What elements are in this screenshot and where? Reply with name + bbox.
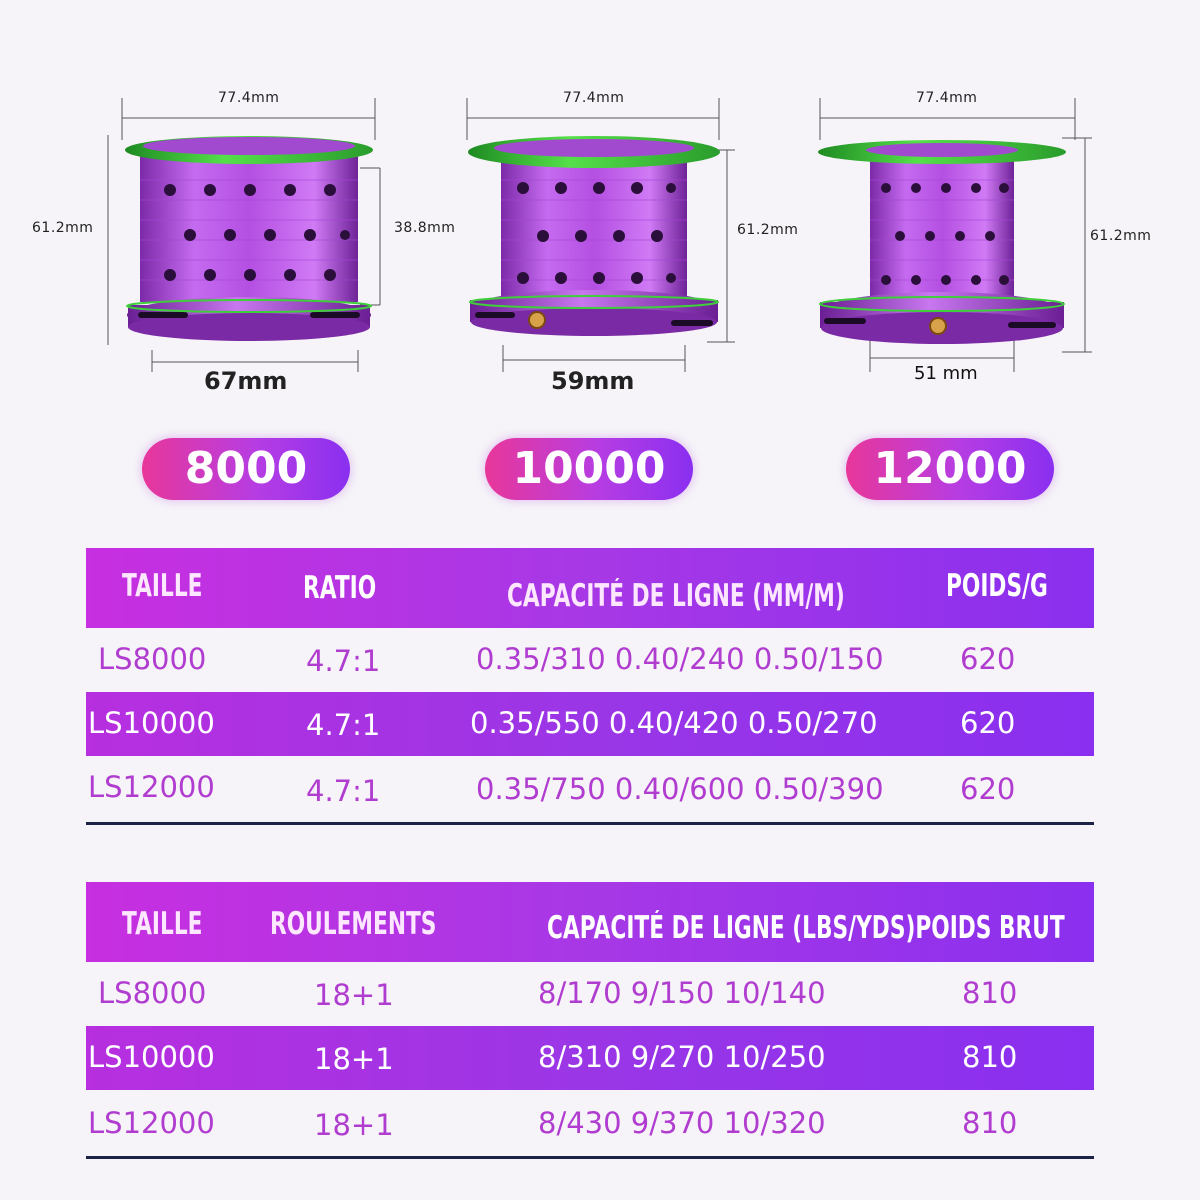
table2-cell-capacity: 8/310 9/270 10/250 [538,1040,826,1074]
spool-12000-height: 61.2mm [1090,228,1152,244]
table2-cell-size: LS12000 [88,1106,215,1140]
size-badge-8000: 8000 [142,438,350,500]
table2-cell-weight: 810 [962,1040,1018,1074]
table1-cell-weight: 620 [960,706,1016,740]
table2-cell-capacity: 8/170 9/150 10/140 [538,976,826,1010]
spool-10000-base-width: 59mm [551,367,635,395]
spool-8000-height: 61.2mm [32,220,94,236]
table1-cell-ratio: 4.7:1 [306,708,381,742]
size-badge-10000: 10000 [485,438,693,500]
spool-8000-image [20,80,480,410]
table1-cell-capacity: 0.35/750 0.40/600 0.50/390 [476,772,884,806]
table2-cell-weight: 810 [962,1106,1018,1140]
table2-header [86,882,1094,962]
spool-12000-group [800,80,1180,410]
table2-cell-size: LS10000 [88,1040,215,1074]
table1-cell-size: LS10000 [88,706,215,740]
table2-cell-bearings: 18+1 [314,978,394,1012]
table1-row [86,756,1094,820]
table2-cell-bearings: 18+1 [314,1108,394,1142]
table1-header [86,548,1094,628]
table1-header-capacity: CAPACITÉ DE LIGNE (MM/M) [507,578,845,614]
size-badge-12000: 12000 [846,438,1054,500]
table2-row [86,1026,1094,1090]
table2-header-taille: TAILLE [122,906,203,942]
spool-10000-image [445,80,835,410]
table1-cell-capacity: 0.35/550 0.40/420 0.50/270 [470,706,878,740]
table2-cell-weight: 810 [962,976,1018,1010]
table1-row [86,628,1094,692]
table1-header-ratio: RATIO [303,570,377,606]
spool-12000-image [800,80,1180,410]
spool-12000-top-width: 77.4mm [916,90,978,106]
spool-8000-top-width: 77.4mm [218,90,280,106]
table2-bottom-rule [86,1156,1094,1159]
table1-row [86,692,1094,756]
table1-cell-size: LS12000 [88,770,215,804]
table2-cell-capacity: 8/430 9/370 10/320 [538,1106,826,1140]
table1-cell-capacity: 0.35/310 0.40/240 0.50/150 [476,642,884,676]
spool-12000-base-width: 51 mm [914,363,978,384]
table2-row [86,962,1094,1026]
spool-10000-group [445,80,835,410]
spool-8000-inner-height: 38.8mm [394,220,456,236]
table2-header-bearings: ROULEMENTS [270,906,437,942]
table2-cell-bearings: 18+1 [314,1042,394,1076]
table1-cell-ratio: 4.7:1 [306,644,381,678]
spool-8000-group [20,80,480,410]
table1-cell-ratio: 4.7:1 [306,774,381,808]
table1-header-weight: POIDS/G [946,568,1048,604]
spool-8000-base-width: 67mm [204,367,288,395]
table1-bottom-rule [86,822,1094,825]
spool-10000-height: 61.2mm [737,222,799,238]
spool-10000-top-width: 77.4mm [563,90,625,106]
table1-cell-weight: 620 [960,772,1016,806]
table2-row [86,1090,1094,1154]
table1-cell-size: LS8000 [98,642,207,676]
table2-cell-size: LS8000 [98,976,207,1010]
table1-header-taille: TAILLE [122,568,203,604]
table1-cell-weight: 620 [960,642,1016,676]
table2-header-capacity-weight: CAPACITÉ DE LIGNE (LBS/YDS)POIDS BRUT [547,910,1065,946]
